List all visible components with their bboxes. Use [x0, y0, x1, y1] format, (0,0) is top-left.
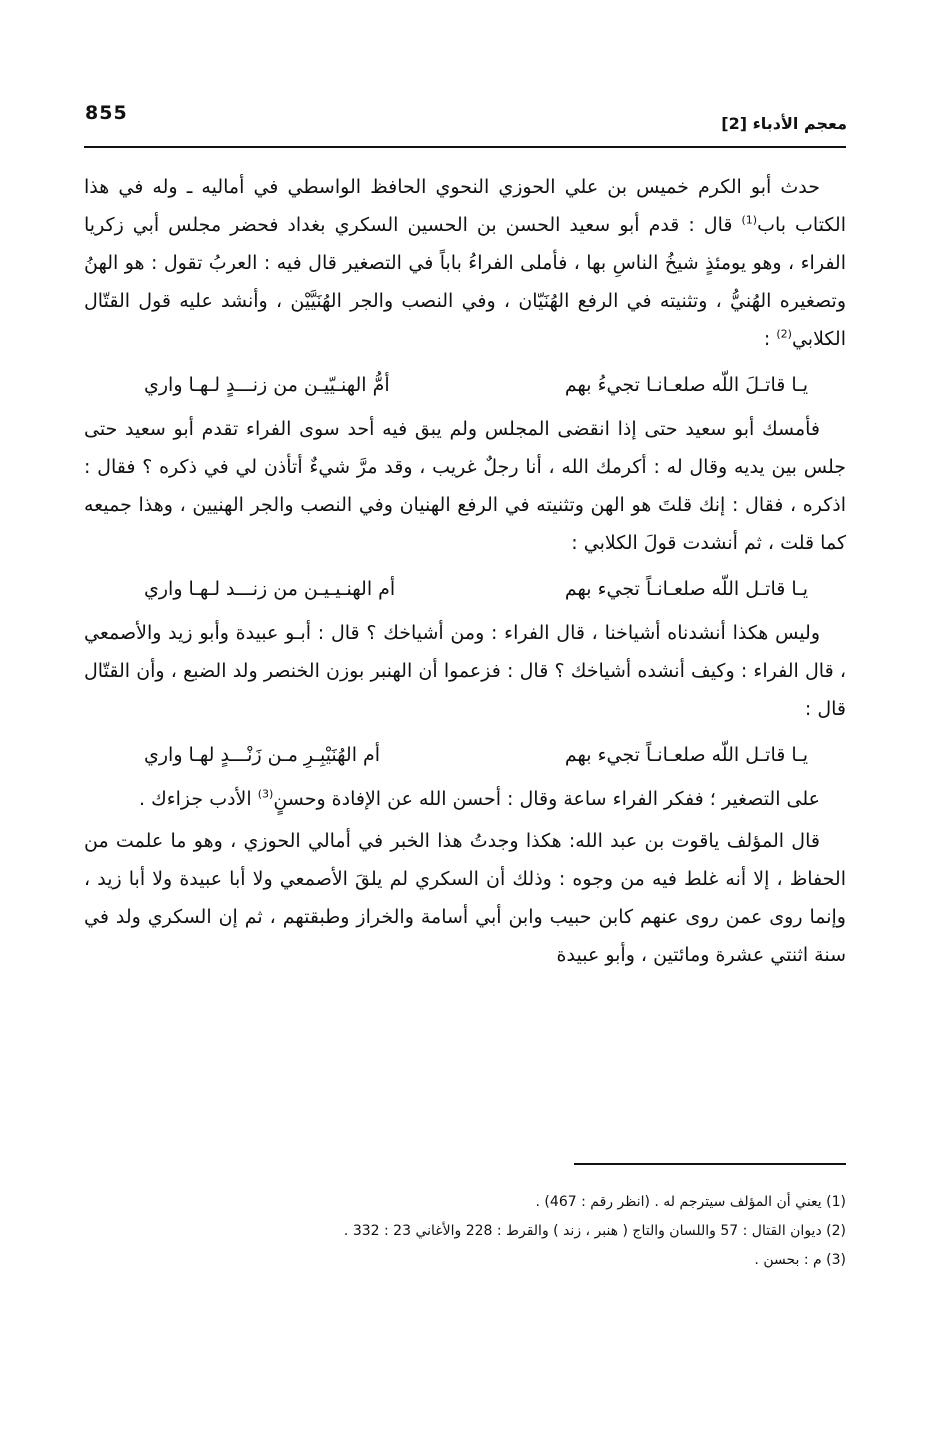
page-number: 855: [85, 102, 128, 124]
paragraph-4-text-end: الأدب جزاءك .: [138, 788, 258, 810]
verse-3: [84, 734, 846, 776]
paragraph-1-text: حدث أبو الكرم خميس بن علي الحوزي النحوي الحافظ الواسطي في أماليه ـ وله في هذا الكتاب باب: [84, 176, 846, 236]
verse-2-first-hemistich: يـا قاتـل اللّه صلعـانـاً تجيء بهم: [564, 578, 808, 600]
verse-1-first-hemistich: يـا قاتـلَ اللّه صلعـانـا تجيءُ بهم: [564, 374, 808, 396]
footnote-separator: [574, 1163, 846, 1165]
verse-1-second-hemistich: أمُّ الهنـيّيـن من زنـــدٍ لـهـا واري: [144, 374, 390, 396]
main-text: [84, 168, 846, 974]
footnotes: [84, 1188, 846, 1275]
footnote-ref-1: (1): [741, 213, 758, 227]
footnote-ref-2: (2): [776, 327, 792, 341]
paragraph-5: قال المؤلف ياقوت بن عبد الله: هكذا وجدتُ هذا الخبر في أمالي الحوزي ، وهو ما علمت من الحفاظ ، إلا أنه غلط فيه من وجوه : وذلك أن السكري لم يلقَ الأصمعي ولا أبا عبيدة ولا أبا زيد ، وإنما روى عمن روى عنهم كابن حبيب وابن أبي أسامة والخراز وطبقتهم ، ثم إن السكري ولد في سنة اثنتي عشرة ومائتين ، وأبو عبيدة: [84, 830, 846, 966]
paragraph-1-text-end: :: [763, 328, 777, 350]
verse-2-second-hemistich: أم الهنـيـيـن من زنـــد لـهـا واري: [144, 578, 396, 600]
verse-3-first-hemistich: يـا قاتـل اللّه صلعـانـاً تجيء بهم: [564, 744, 808, 766]
verse-2: [84, 568, 846, 610]
paragraph-1-text-cont: قال : قدم أبو سعيد الحسن بن الحسين السكري بغداد فحضر مجلس أبي زكريا الفراء ، وهو يومئذٍ شيخُ الناسِ بها ، فأملى الفراءُ باباً في التصغير قال فيه : العربُ تقول : هو الهنُ وتصغيره الهُنيُّ ، وتثنيته في الرفع الهُنَيّان ، وفي النصب والجر الهُنَيَّيْن ، وأنشد عليه قول القتّال الكلابي: [84, 214, 846, 350]
running-head: معجم الأدباء [2]: [721, 114, 847, 133]
verse-1: [84, 364, 846, 406]
paragraph-1: [84, 168, 846, 358]
footnote-3: (3) م : بحسن .: [754, 1252, 846, 1268]
paragraph-4: [84, 780, 846, 818]
header-rule: [84, 146, 846, 148]
footnote-ref-3: (3): [257, 787, 274, 801]
footnote-1: (1) يعني أن المؤلف سيترجم له . (انظر رقم : 467) .: [535, 1194, 846, 1210]
paragraph-2: فأمسك أبو سعيد حتى إذا انقضى المجلس ولم يبق فيه أحد سوى الفراء تقدم أبو سعيد حتى جلس بين يديه وقال له : أكرمك الله ، أنا رجلٌ غريب ، وقد مرَّ شيءٌ أتأذن لي في ذكره ؟ فقال : اذكره ، فقال : إنك قلتَ هو الهن وتثنيته في الرفع الهنيان وفي النصب والجر الهنيين ، وهذا جميعه كما قلت ، ثم أنشدت قولَ الكلابي :: [84, 418, 846, 554]
verse-3-second-hemistich: أم الهُنَيْبِـرِ مـن زَنْـــدٍ لهـا واري: [144, 744, 381, 766]
paragraph-4-text: على التصغير ؛ ففكر الفراء ساعة وقال : أحسن الله عن الإفادة وحسنٍ: [273, 788, 820, 810]
paragraph-3: وليس هكذا أنشدناه أشياخنا ، قال الفراء : ومن أشياخك ؟ قال : أبـو عبيدة وأبو زيد والأصمعي ، قال الفراء : وكيف أنشده أشياخك ؟ قال : فزعموا أن الهنبر بوزن الخنصر ولد الضبع ، وأن القتّال قال :: [84, 622, 846, 720]
footnote-2: (2) ديوان القتال : 57 واللسان والتاج ( هنبر ، زند ) والقرط : 228 والأغاني 23 : 332 .: [343, 1223, 846, 1239]
